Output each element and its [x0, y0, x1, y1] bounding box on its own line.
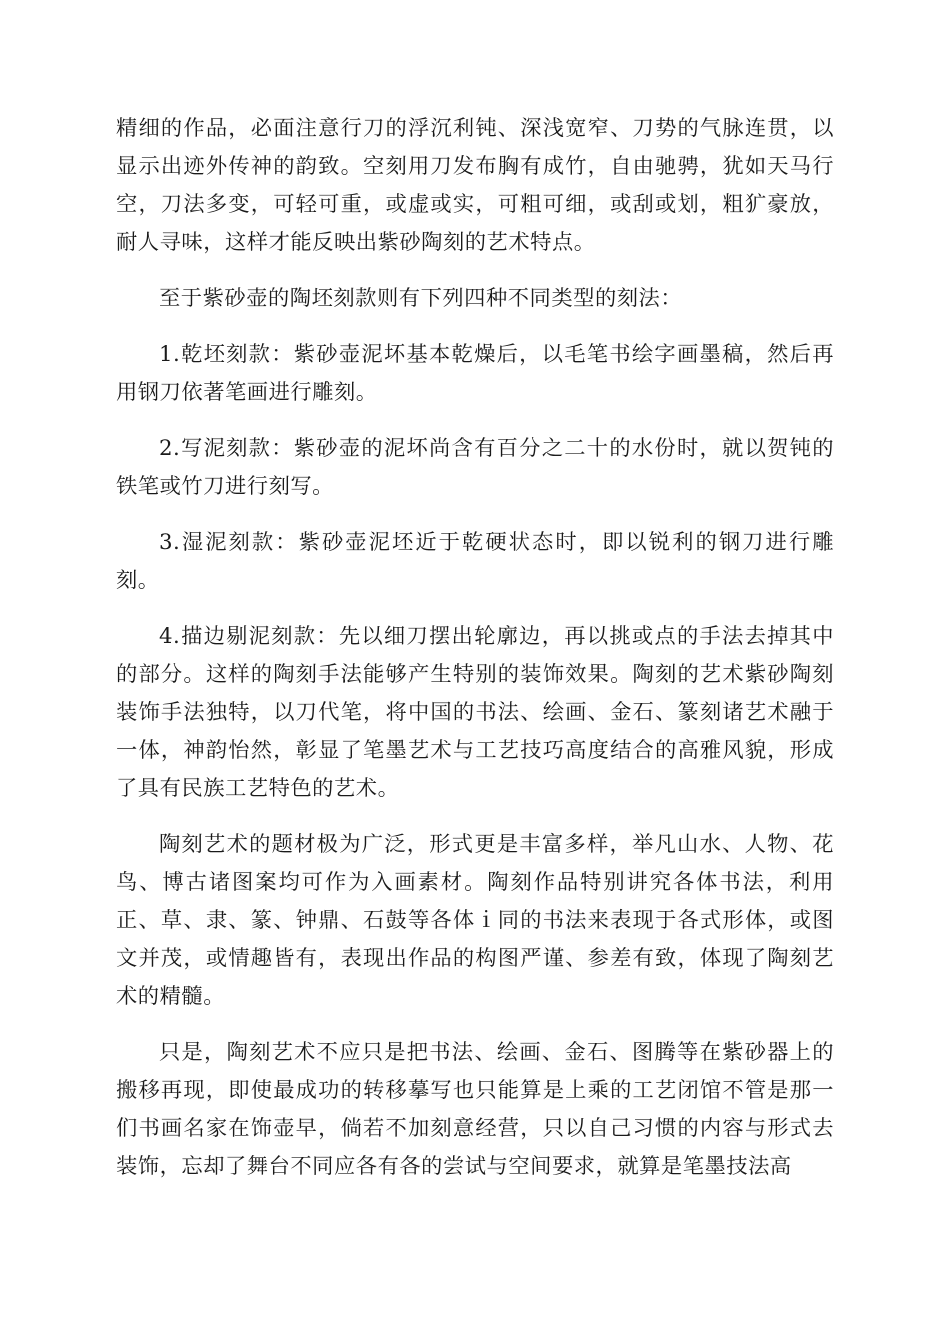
paragraph-subject-matter: 陶刻艺术的题材极为广泛，形式更是丰富多样，举凡山水、人物、花鸟、博古诸图案均可作为入画素材。陶刻作品特别讲究各体书法，利用正、草、隶、篆、钟鼎、石鼓等各体ｉ同的书法来表现于各式形体，或图文并茂，或情趣皆有，表现出作品的构图严谨、参差有致，体现了陶刻艺术的精髓。 — [116, 832, 834, 1009]
paragraph-intro-carving-types: 至于紫砂壶的陶坯刻款则有下列四种不同类型的刻法： — [159, 286, 683, 311]
paragraph-method-4: 4.描边剔泥刻款：先以细刀摆出轮廓边，再以挑或点的手法去掉其中的部分。这样的陶刻手法能够产生特别的装饰效果。陶刻的艺术紫砂陶刻装饰手法独特，以刀代笔，将中国的书法、绘画、金石、篆刻诸艺术融于一体，神韵怡然，彰显了笔墨艺术与工艺技巧高度结合的高雅风貌，形成了具有民族工艺特色的艺术。 — [116, 624, 834, 801]
paragraph-method-2: 2.写泥刻款：紫砂壶的泥坏尚含有百分之二十的水份时，就以贺钝的铁笔或竹刀进行刻写。 — [116, 436, 834, 499]
paragraph-continuation: 精细的作品，必面注意行刀的浮沉利钝、深浅宽窄、刀势的气脉连贯，以显示出迹外传神的韵致。空刻用刀发布胸有成竹，自由驰骋，犹如天马行空，刀法多变，可轻可重，或虚或实，可粗可细，或刮或划，粗犷豪放，耐人寻味，这样才能反映出紫砂陶刻的艺术特点。 — [116, 116, 834, 255]
paragraph-method-1: 1.乾坯刻款：紫砂壶泥坏基本乾燥后，以毛笔书绘字画墨稿，然后再用钢刀依著笔画进行雕刻。 — [116, 342, 834, 405]
paragraph-method-3: 3.湿泥刻款：紫砂壶泥坯近于乾硬状态时，即以锐利的钢刀进行雕刻。 — [116, 530, 834, 593]
paragraph-conclusion: 只是，陶刻艺术不应只是把书法、绘画、金石、图腾等在紫砂器上的搬移再现，即使最成功的转移摹写也只能算是上乘的工艺闭馆不管是那一们书画名家在饰壶早，倘若不加刻意经营，只以自己习惯的内容与形式去装饰，忘却了舞台不同应各有各的尝试与空间要求，就算是笔墨技法高 — [116, 1040, 834, 1179]
